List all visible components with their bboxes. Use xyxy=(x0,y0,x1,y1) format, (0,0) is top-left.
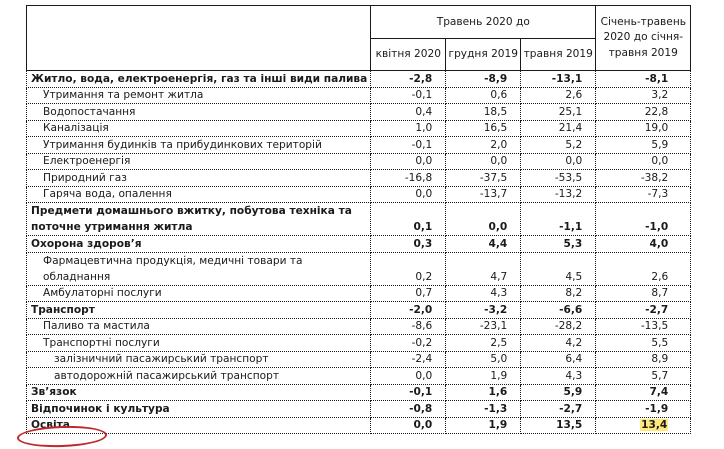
row-label: Електроенергія xyxy=(27,153,371,170)
value-cell: -0,2 xyxy=(371,335,446,352)
row-label: Амбулаторні послуги xyxy=(27,285,371,302)
value-cell: 5,2 xyxy=(521,137,596,154)
row-label: автодорожній пасажирський транспорт xyxy=(27,368,371,385)
table-row xyxy=(27,417,691,434)
value-cell: 1,0 xyxy=(371,120,446,137)
row-label: Фармацевтична продукція, медичні товари та обладнання xyxy=(27,252,371,285)
value-cell: -1,1 xyxy=(521,203,596,236)
row-label: Транспортні послуги xyxy=(27,335,371,352)
ytd-value-cell: -2,7 xyxy=(596,302,691,319)
value-cell: 2,0 xyxy=(446,137,521,154)
ytd-value-cell xyxy=(596,417,691,434)
value-cell: -23,1 xyxy=(446,318,521,335)
value-cell: 4,3 xyxy=(446,285,521,302)
row-label: Паливо та мастила xyxy=(27,318,371,335)
value-cell: 0,4 xyxy=(371,104,446,121)
row-label: Транспорт xyxy=(27,302,371,319)
value-cell: -0,1 xyxy=(371,384,446,401)
table-row xyxy=(27,137,691,154)
value-cell: -13,1 xyxy=(521,71,596,88)
value-cell: 0,6 xyxy=(446,87,521,104)
value-cell: 4,2 xyxy=(521,335,596,352)
ytd-value-cell: 0,0 xyxy=(596,153,691,170)
value-cell: 0,0 xyxy=(371,417,446,434)
value-cell: 2,5 xyxy=(446,335,521,352)
value-cell: -1,3 xyxy=(446,401,521,418)
value-cell: -28,2 xyxy=(521,318,596,335)
value-cell: 2,6 xyxy=(521,87,596,104)
value-cell: 5,3 xyxy=(521,236,596,253)
value-cell: 1,6 xyxy=(446,384,521,401)
table-row xyxy=(27,401,691,418)
value-cell: -8,6 xyxy=(371,318,446,335)
row-label: залізничний пасажирський транспорт xyxy=(27,351,371,368)
value-cell: 0,0 xyxy=(521,153,596,170)
header-apr-2020: квітня 2020 xyxy=(371,39,446,71)
value-cell: 1,9 xyxy=(446,368,521,385)
row-label: Водопостачання xyxy=(27,104,371,121)
row-label: Утримання будинків та прибудинкових територій xyxy=(27,137,371,154)
ytd-value-cell: 22,8 xyxy=(596,104,691,121)
value-cell: 0,0 xyxy=(371,153,446,170)
value-cell: -0,1 xyxy=(371,137,446,154)
table-row xyxy=(27,335,691,352)
table-row xyxy=(27,104,691,121)
table-row xyxy=(27,285,691,302)
value-cell: 0,0 xyxy=(371,186,446,203)
ytd-value-cell: 2,6 xyxy=(596,252,691,285)
value-cell: 18,5 xyxy=(446,104,521,121)
header-group-may-2020: Травень 2020 до xyxy=(371,6,596,39)
value-cell: -13,2 xyxy=(521,186,596,203)
ytd-value-cell: 7,4 xyxy=(596,384,691,401)
ytd-value-cell: -1,0 xyxy=(596,203,691,236)
value-cell: 4,4 xyxy=(446,236,521,253)
value-cell: 0,3 xyxy=(371,236,446,253)
ytd-value-cell: -7,3 xyxy=(596,186,691,203)
ytd-value-cell: 19,0 xyxy=(596,120,691,137)
table-row xyxy=(27,236,691,253)
header-ytd: Січень-травень 2020 до січня-травня 2019 xyxy=(596,6,691,71)
value-cell: 4,7 xyxy=(446,252,521,285)
row-label: Освіта xyxy=(27,417,371,434)
ytd-value-cell: 3,2 xyxy=(596,87,691,104)
value-cell: -8,9 xyxy=(446,71,521,88)
price-index-table xyxy=(26,5,691,434)
value-cell: -2,7 xyxy=(521,401,596,418)
row-label: Природний газ xyxy=(27,170,371,187)
ytd-value-cell: -1,9 xyxy=(596,401,691,418)
ytd-value-cell: -13,5 xyxy=(596,318,691,335)
table-row xyxy=(27,252,691,285)
row-label: Відпочинок і культура xyxy=(27,401,371,418)
value-cell: 25,1 xyxy=(521,104,596,121)
ytd-value-cell: 8,9 xyxy=(596,351,691,368)
row-label: Предмети домашнього вжитку, побутова техніка та поточне утримання житла xyxy=(27,203,371,236)
value-cell: -16,8 xyxy=(371,170,446,187)
table-row xyxy=(27,71,691,88)
header-dec-2019: грудня 2019 xyxy=(446,39,521,71)
ytd-value-cell: 5,5 xyxy=(596,335,691,352)
value-cell: -6,6 xyxy=(521,302,596,319)
value-cell: 21,4 xyxy=(521,120,596,137)
value-cell: 5,9 xyxy=(521,384,596,401)
table-row xyxy=(27,186,691,203)
value-cell: 8,2 xyxy=(521,285,596,302)
table-row xyxy=(27,170,691,187)
value-cell: 16,5 xyxy=(446,120,521,137)
value-cell: 13,5 xyxy=(521,417,596,434)
row-label: Гаряча вода, опалення xyxy=(27,186,371,203)
ytd-value-cell: 5,7 xyxy=(596,368,691,385)
table-row xyxy=(27,153,691,170)
value-cell: -0,1 xyxy=(371,87,446,104)
value-cell: -37,5 xyxy=(446,170,521,187)
ytd-value-cell: -8,1 xyxy=(596,71,691,88)
value-cell: -2,0 xyxy=(371,302,446,319)
value-cell: 6,4 xyxy=(521,351,596,368)
row-label: Житло, вода, електроенергія, газ та інші види палива xyxy=(27,71,371,88)
value-cell: 0,1 xyxy=(371,203,446,236)
table-row xyxy=(27,203,691,236)
value-cell: -13,7 xyxy=(446,186,521,203)
value-cell: 0,0 xyxy=(371,368,446,385)
table-row xyxy=(27,120,691,137)
value-cell: -2,4 xyxy=(371,351,446,368)
table-body xyxy=(27,71,691,434)
value-cell: -0,8 xyxy=(371,401,446,418)
row-label: Утримання та ремонт житла xyxy=(27,87,371,104)
value-cell: 0,2 xyxy=(371,252,446,285)
ytd-value-cell: -38,2 xyxy=(596,170,691,187)
row-label: Охорона здоров’я xyxy=(27,236,371,253)
ytd-value-cell: 4,0 xyxy=(596,236,691,253)
table-row xyxy=(27,302,691,319)
value-cell: 5,0 xyxy=(446,351,521,368)
value-cell: -2,8 xyxy=(371,71,446,88)
table-row xyxy=(27,351,691,368)
table-row xyxy=(27,384,691,401)
ytd-value-cell: 5,9 xyxy=(596,137,691,154)
value-cell: 0,0 xyxy=(446,203,521,236)
header-may-2019: травня 2019 xyxy=(521,39,596,71)
header-empty-cell xyxy=(27,6,371,71)
row-label: Зв’язок xyxy=(27,384,371,401)
value-cell: -3,2 xyxy=(446,302,521,319)
table-row xyxy=(27,368,691,385)
table-header xyxy=(27,6,691,71)
ytd-value-cell: 8,7 xyxy=(596,285,691,302)
row-label: Каналізація xyxy=(27,120,371,137)
highlighted-value: 13,4 xyxy=(641,419,668,431)
value-cell: 1,9 xyxy=(446,417,521,434)
value-cell: -53,5 xyxy=(521,170,596,187)
table-row xyxy=(27,87,691,104)
value-cell: 4,5 xyxy=(521,252,596,285)
value-cell: 0,0 xyxy=(446,153,521,170)
value-cell: 0,7 xyxy=(371,285,446,302)
table-row xyxy=(27,318,691,335)
value-cell: 4,3 xyxy=(521,368,596,385)
